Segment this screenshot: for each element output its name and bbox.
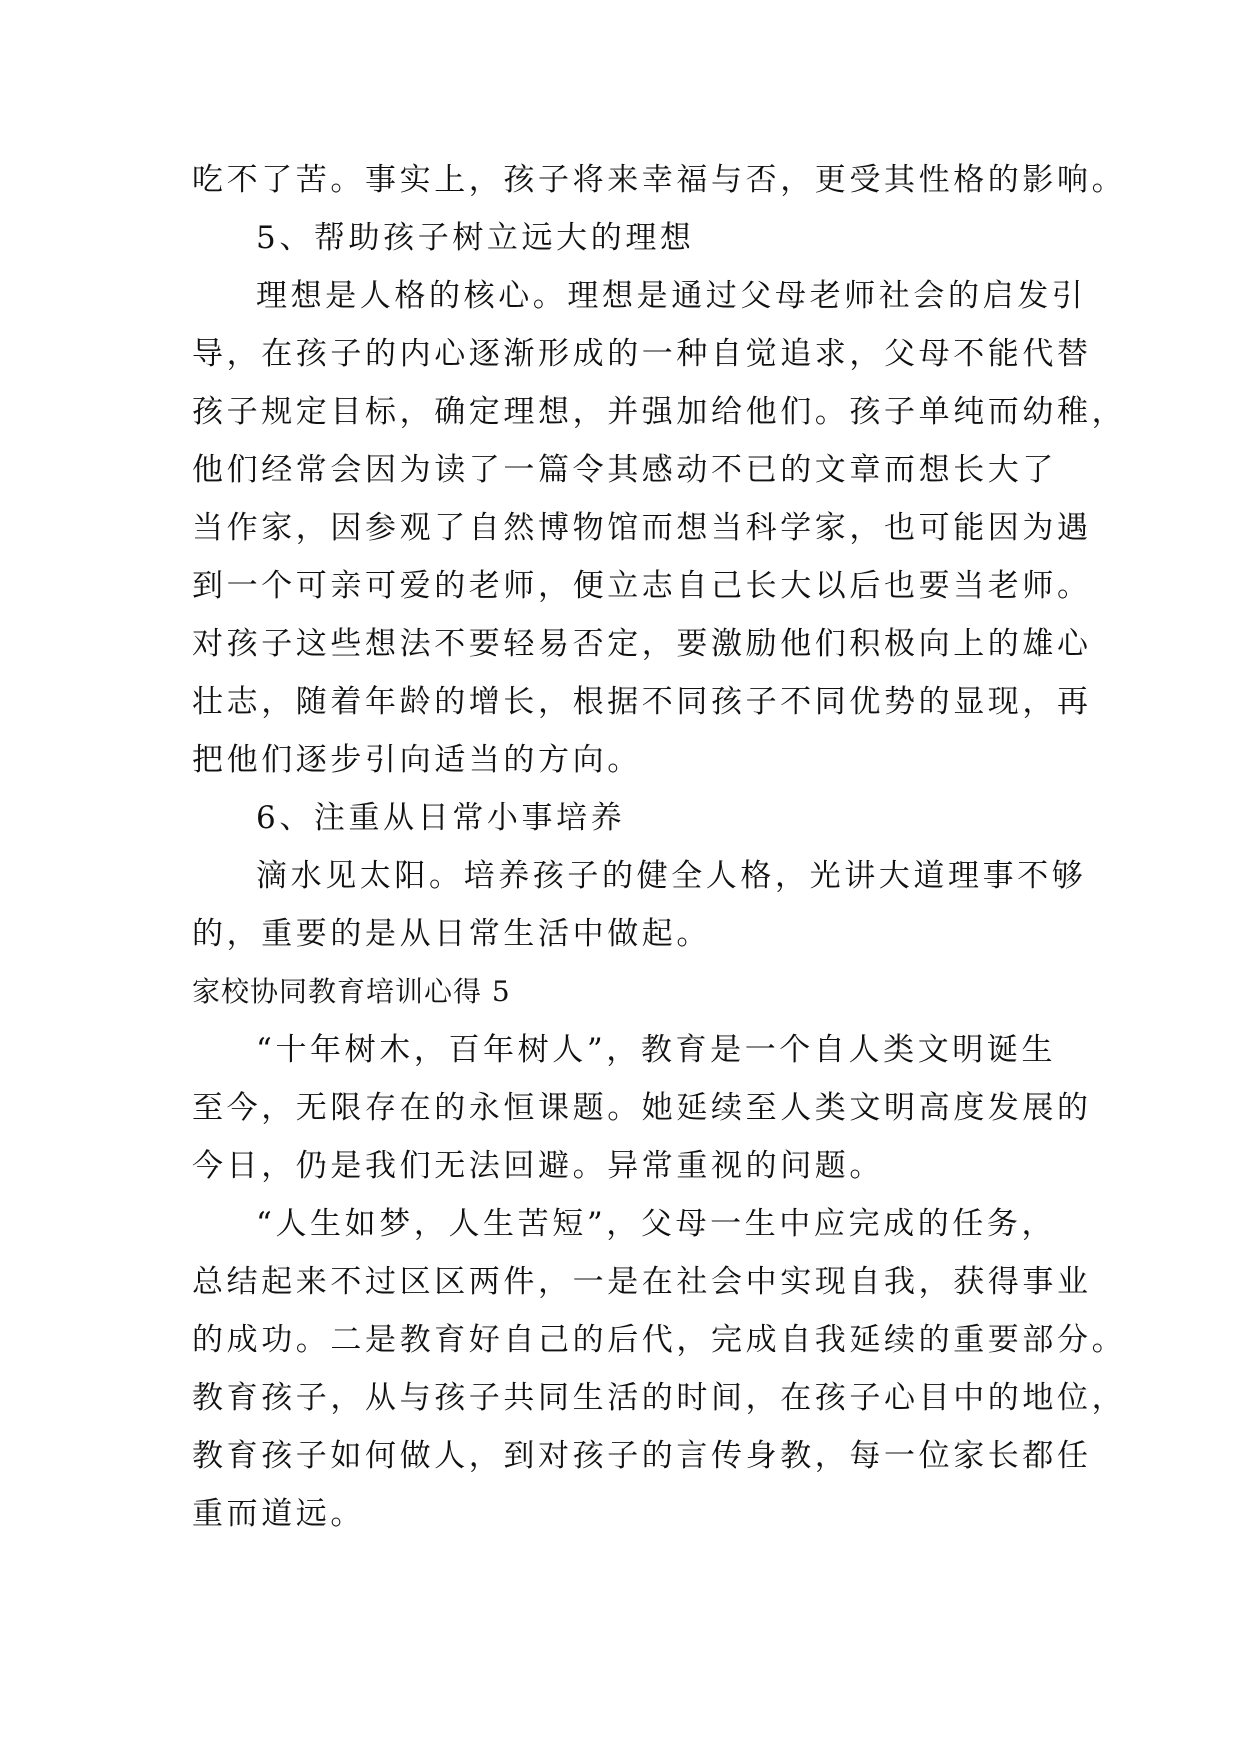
- paragraph-line: 滴水见太阳。培养孩子的健全人格，光讲大道理事不够: [256, 858, 1087, 894]
- paragraph-line: 导，在孩子的内心逐渐形成的一种自觉追求，父母不能代替: [192, 336, 1092, 372]
- paragraph-line: 他们经常会因为读了一篇令其感动不已的文章而想长大了: [192, 452, 1057, 488]
- paragraph-line: 孩子规定目标，确定理想，并强加给他们。孩子单纯而幼稚，: [192, 394, 1127, 430]
- paragraph-line: 把他们逐步引向适当的方向。: [192, 742, 642, 778]
- paragraph-line: 教育孩子如何做人，到对孩子的言传身教，每一位家长都任: [192, 1438, 1092, 1474]
- paragraph-line: 今日，仍是我们无法回避。异常重视的问题。: [192, 1148, 884, 1184]
- paragraph-line: 对孩子这些想法不要轻易否定，要激励他们积极向上的雄心: [192, 626, 1092, 662]
- article-title: 家校协同教育培训心得 5: [192, 975, 511, 1008]
- section-heading-6: 6、注重从日常小事培养: [256, 800, 626, 836]
- paragraph-line: 至今，无限存在的永恒课题。她延续至人类文明高度发展的: [192, 1090, 1092, 1126]
- paragraph-line: “人生如梦，人生苦短”，父母一生中应完成的任务，: [256, 1206, 1057, 1242]
- paragraph-line: 当作家，因参观了自然博物馆而想当科学家，也可能因为遇: [192, 510, 1092, 546]
- paragraph-line: 教育孩子，从与孩子共同生活的时间，在孩子心目中的地位，: [192, 1380, 1127, 1416]
- paragraph-line: 的成功。二是教育好自己的后代，完成自我延续的重要部分。: [192, 1322, 1127, 1358]
- paragraph-line: 总结起来不过区区两件，一是在社会中实现自我，获得事业: [192, 1264, 1092, 1300]
- paragraph-line: 壮志，随着年龄的增长，根据不同孩子不同优势的显现，再: [192, 684, 1092, 720]
- paragraph-line: 到一个可亲可爱的老师，便立志自己长大以后也要当老师。: [192, 568, 1092, 604]
- paragraph-line: 的，重要的是从日常生活中做起。: [192, 916, 711, 952]
- section-heading-5: 5、帮助孩子树立远大的理想: [256, 220, 695, 256]
- paragraph-line: 吃不了苦。事实上，孩子将来幸福与否，更受其性格的影响。: [192, 162, 1127, 198]
- paragraph-line: 重而道远。: [192, 1496, 365, 1532]
- paragraph-line: “十年树木，百年树人”，教育是一个自人类文明诞生: [256, 1032, 1057, 1068]
- paragraph-line: 理想是人格的核心。理想是通过父母老师社会的启发引: [256, 278, 1087, 314]
